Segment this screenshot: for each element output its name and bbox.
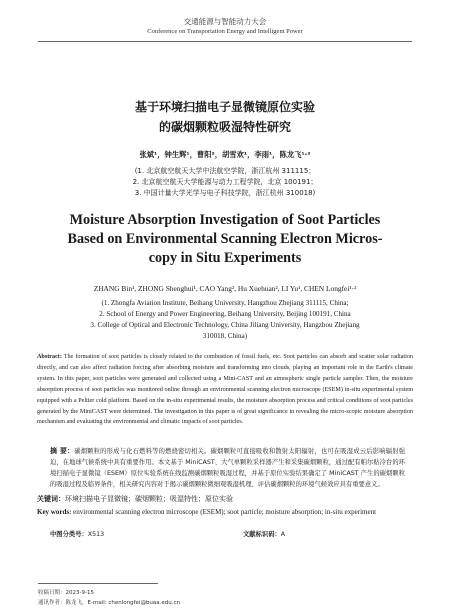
affiliation-cn-1: (1. 北京航空航天大学中法航空学院，浙江杭州 311115；	[134, 167, 316, 175]
keywords-cn-label: 关键词：	[37, 495, 65, 503]
clc-number	[50, 529, 104, 538]
affiliation-en-1: (1. Zhongfa Aviation Institute, Beihang University, Hangzhou Zhejiang 311115, China;	[101, 299, 349, 307]
affiliation-en-3: 3. College of Optical and Electronic Technology, China Jiliang University, Hangzhou Zhejiang	[90, 321, 360, 329]
abstract-en-label: Abstract:	[37, 354, 62, 360]
title-en-line1: Moisture Absorption Investigation of Soot Particles	[69, 212, 381, 228]
title-cn-line2: 的碳烟颗粒吸湿特性研究	[158, 120, 291, 134]
corresponding-author: 通讯作者：陈龙飞，E-mail: chenlongfei@buaa.edu.cn	[38, 600, 181, 606]
title-en-line2: Based on Environmental Scanning Electron Micros-	[67, 231, 383, 247]
affiliation-en-4: 310018, China)	[202, 332, 248, 340]
header-rule	[38, 41, 412, 42]
title-en-line3: copy in Situ Experiments	[148, 250, 302, 266]
affiliation-en-2: 2. School of Energy and Power Engineering, Beihang University, Beijing 100191, China	[99, 310, 351, 318]
keywords-cn-text: 环境扫描电子显微镜；碳烟颗粒；吸湿特性；原位实验	[65, 495, 233, 503]
keywords-en-text: environmental scanning electron microscope (ESEM); soot particle; moisture absorption; in-situ experiment	[71, 508, 377, 516]
footnote-rule	[38, 583, 158, 584]
title-cn-line1: 基于环境扫描电子显微镜原位实验	[134, 100, 315, 114]
abstract-cn-label: 摘 要：	[50, 447, 75, 455]
keywords-en	[37, 507, 417, 517]
abstract-cn	[50, 446, 405, 491]
received-date: 收稿日期：2023-9-15	[38, 590, 94, 596]
keywords-cn	[37, 494, 417, 504]
keywords-en-label: Key words:	[37, 508, 72, 516]
affiliation-cn-3: 3. 中国计量大学光学与电子科技学院，浙江杭州 310018)	[134, 189, 316, 197]
clc-label: 中图分类号：	[50, 531, 88, 538]
abstract-en-text: The formation of soot particles is closely related to the combustion of fossil fuels, etc. Soot particles can absorb and scatter solar radiation directly, and can also affect radiation forcing after absorbing moisture and transforming into clouds, playing an important role in the Earth's climate system. In this paper, soot particles were generated and collected using a Mini-CAST and an atmospheric single particle sampler. Then, the moisture absorption process of soot particles was monitored online through an environmental scanning electron microscope (ESEM) in-situ experimental system equipped with a Peltier cold platform. Based on the in-situ experimental results, the moisture absorption process and critical conditions of soot particles generated by the MiniCAST were determined. The investigation in this paper is of great significance in revealing the micro-scopic moisture absorption mechanism and evaluating the environmental and climatic impacts of soot particles.	[37, 354, 413, 426]
authors-en: ZHANG Bin¹, ZHONG Shenghui¹, CAO Yang², Hu Xuehuan², LI Yu¹, CHEN Longfei¹·²	[93, 284, 357, 293]
document-code	[243, 529, 285, 538]
conference-header-en: Conference on Transportation Energy and Intelligent Power	[147, 28, 303, 35]
affiliation-cn-2: 2. 北京航空航天大学能源与动力工程学院，北京 100191；	[132, 178, 318, 186]
abstract-cn-text: 碳烟颗粒的形成与化石燃料等的燃烧密切相关。碳烟颗粒可直接吸收和散射太阳辐射，也可在吸湿成云后影响辐射强迫，在地球气候系统中具有重要作用。本文基于 MiniCAST、大气单颗粒采样器产生和采集碳烟颗粒，通过配有帕尔贴冷台的环境扫描电子显微镜（ESEM）原位实验系统在线监测碳烟颗粒吸湿过程，并基于原位实验结果确定了 MiniCAST 产生的碳烟颗粒的吸湿过程及临界条件，相关研究内容对于揭示碳烟颗粒微细观吸湿机理、评估碳烟颗粒的环境气候效应具有重要意义。	[50, 448, 406, 488]
doc-value: A	[280, 531, 286, 538]
clc-value: X513	[87, 531, 105, 538]
conference-header-cn: 交通能源与智能动力大会	[183, 17, 267, 26]
doc-label: 文献标识码：	[243, 531, 281, 538]
abstract-en	[37, 352, 413, 428]
authors-cn: 张斌¹，钟生辉¹，曹阳²，胡雪欢¹，李雨¹，陈龙飞¹·²	[139, 150, 311, 159]
